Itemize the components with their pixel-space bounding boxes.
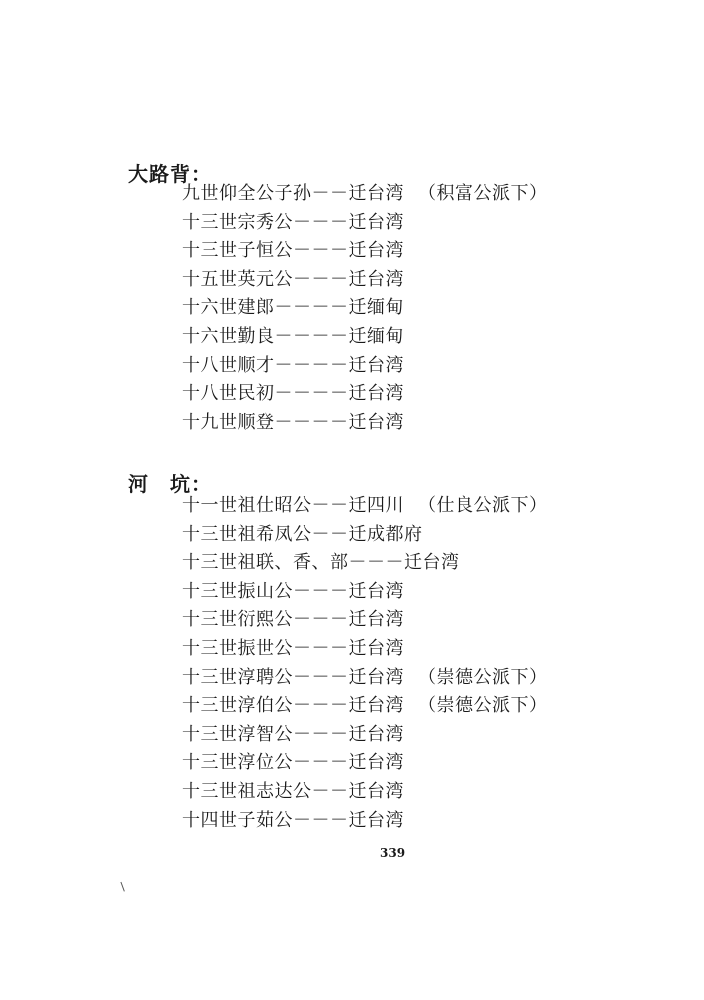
- list-item: [182, 749, 548, 778]
- entry-destination: 迁四川: [348, 495, 404, 516]
- list-item: [182, 606, 548, 635]
- entry-name: 十三世振山公: [182, 580, 293, 602]
- entry-dash: －－－: [293, 695, 349, 717]
- entry-dash: －－－－: [274, 411, 349, 433]
- list-item: [182, 323, 548, 352]
- entry-destination: 迁缅甸: [348, 297, 404, 319]
- entry-dash: －－－: [293, 609, 349, 631]
- entry-name: 十九世顺登: [182, 411, 275, 433]
- entry-dash: －－－: [293, 723, 349, 745]
- entry-name: 十八世顺才: [182, 354, 275, 376]
- entry-name: 十四世子茹公: [182, 809, 293, 831]
- entry-name: 十五世英元公: [182, 268, 293, 290]
- entry-name: 十三世淳智公: [182, 723, 293, 745]
- entry-dash: －－－: [293, 240, 349, 262]
- entry-note: （积富公派下）: [418, 183, 548, 204]
- entry-dash: －－－－: [274, 325, 349, 347]
- entry-destination: 迁成都府: [348, 523, 423, 545]
- section-title: 河 坑：: [128, 472, 212, 496]
- list-item: [182, 409, 548, 438]
- entry-dash: －－: [311, 495, 349, 516]
- entry-name: 十三世祖志达公: [182, 780, 312, 802]
- list-item: [182, 180, 548, 209]
- page-number: 339: [380, 846, 406, 860]
- entry-destination: 迁台湾: [348, 666, 404, 688]
- entry-name: 十三世宗秀公: [182, 211, 293, 233]
- entry-note: （崇德公派下）: [418, 666, 548, 688]
- list-item: [182, 492, 548, 521]
- entry-dash: －－－: [293, 809, 349, 831]
- entry-name: 十八世民初: [182, 383, 275, 405]
- entry-dash: －－: [311, 183, 349, 204]
- entry-dash: －－: [311, 523, 349, 545]
- list-item: [182, 352, 548, 381]
- entry-destination: 迁台湾: [348, 723, 404, 745]
- entry-destination: 迁台湾: [348, 354, 404, 376]
- entry-name: 十六世勤良: [182, 325, 275, 347]
- list-item: [182, 692, 548, 721]
- entry-dash: －－－: [293, 268, 349, 290]
- stray-mark: [120, 880, 128, 891]
- entry-name: 十三世祖联、香、部: [182, 552, 349, 574]
- entry-name: 十三世衍熙公: [182, 609, 293, 631]
- list-item: [182, 578, 548, 607]
- entry-destination: 迁台湾: [348, 211, 404, 233]
- list-item: [182, 807, 548, 836]
- entry-dash: －－－: [293, 211, 349, 233]
- entry-destination: 迁台湾: [348, 695, 404, 717]
- entry-list: [182, 180, 548, 437]
- entry-note: （崇德公派下）: [418, 695, 548, 717]
- entry-destination: 迁台湾: [348, 411, 404, 433]
- entry-name: 九世仰全公子孙: [182, 183, 312, 204]
- entry-name: 十一世祖仕昭公: [182, 495, 312, 516]
- entry-destination: 迁缅甸: [348, 325, 404, 347]
- entry-name: 十三世振世公: [182, 637, 293, 659]
- entry-destination: 迁台湾: [348, 383, 404, 405]
- entry-name: 十六世建郎: [182, 297, 275, 319]
- entry-note: （仕良公派下）: [418, 495, 548, 516]
- entry-destination: 迁台湾: [404, 552, 460, 574]
- entry-destination: 迁台湾: [348, 752, 404, 774]
- entry-list: [182, 492, 548, 835]
- list-item: [182, 209, 548, 238]
- list-item: [182, 549, 548, 578]
- entry-name: 十三世淳位公: [182, 752, 293, 774]
- list-item: [182, 721, 548, 750]
- list-item: [182, 380, 548, 409]
- entry-destination: 迁台湾: [348, 609, 404, 631]
- entry-name: 十三世祖希凤公: [182, 523, 312, 545]
- entry-dash: －－－: [293, 752, 349, 774]
- list-item: [182, 266, 548, 295]
- entry-destination: 迁台湾: [348, 637, 404, 659]
- entry-destination: 迁台湾: [348, 268, 404, 290]
- entry-destination: 迁台湾: [348, 809, 404, 831]
- entry-name: 十三世淳聘公: [182, 666, 293, 688]
- entry-dash: －－－: [293, 637, 349, 659]
- entry-dash: －－－－: [274, 383, 349, 405]
- entry-dash: －－: [311, 780, 349, 802]
- section-title: 大路背：: [128, 162, 212, 186]
- list-item: [182, 294, 548, 323]
- entry-destination: 迁台湾: [348, 240, 404, 262]
- entry-dash: －－－: [348, 552, 404, 574]
- entry-name: 十三世淳伯公: [182, 695, 293, 717]
- entry-name: 十三世子恒公: [182, 240, 293, 262]
- list-item: [182, 778, 548, 807]
- entry-dash: －－－－: [274, 297, 349, 319]
- list-item: [182, 635, 548, 664]
- entry-dash: －－－－: [274, 354, 349, 376]
- entry-dash: －－－: [293, 580, 349, 602]
- entry-destination: 迁台湾: [348, 183, 404, 204]
- entry-destination: 迁台湾: [348, 780, 404, 802]
- list-item: [182, 664, 548, 693]
- entry-dash: －－－: [293, 666, 349, 688]
- list-item: [182, 237, 548, 266]
- entry-destination: 迁台湾: [348, 580, 404, 602]
- list-item: [182, 521, 548, 550]
